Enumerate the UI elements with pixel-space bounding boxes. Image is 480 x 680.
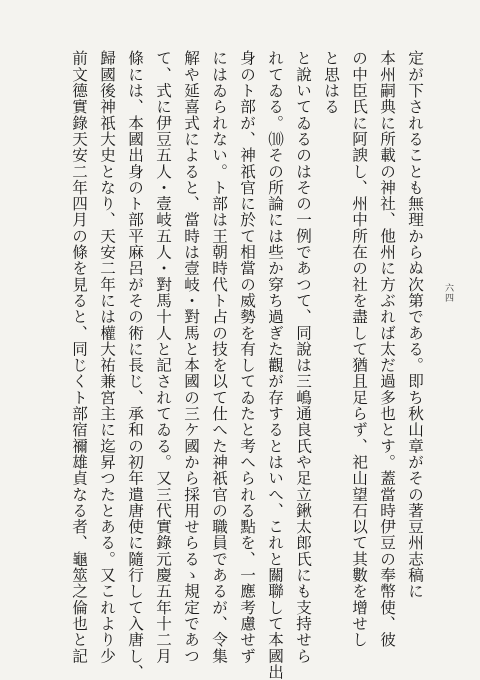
text-column-11: 條には、本國出身のト部平麻呂がその術に長じ、承和の初年遣唐使に隨行して入唐し、 [126,50,144,680]
text-column-3: の中臣氏に阿諛し、州中所在の社を盡して猶且足らず、祀山望石以て其數を增せし [350,50,368,648]
text-column-10: て、式に伊豆五人・壹岐五人・對馬十人と記されてゐる。又三代實錄元慶五年十二月 [154,50,172,664]
text-column-1: 定が下されることも無理からぬ次第である。即ち秋山章がその著豆州志稿に [406,50,424,600]
text-column-9: 解や延喜式によると、當時は壹岐・對馬と本國の三ケ國から採用せらるゝ規定であつ [182,50,200,664]
text-column-6: れてゐる。⑽その所論には些か穿ち過ぎた觀が存するとはいへ、これと關聯して本國出 [266,50,284,680]
text-column-8: にはゐられない。ト部は王朝時代ト占の技を以て仕へた神祇官の職員であるが、令集 [210,50,228,664]
text-column-13: 前文德實錄天安二年四月の條を見ると、同じくト部宿禰雄貞なる者、龜筮之倫也と記 [70,50,88,664]
text-column-12: 歸國後神祇大史となり、天安二年には權大祐兼宮主に迄昇つたとある。又これより少 [98,50,116,664]
page-number: 六四 [443,283,453,303]
text-column-2: 本州嗣典に所載の神社、他州に方ぶれば太だ過多也とす。蓋當時伊豆の奉幣使、彼 [378,50,396,648]
text-column-7: 身のト部が、神祇官に於て相當の威勢を有してゐたと考へられる點を、一應考慮せず [238,50,256,664]
text-column-4: と思はる [322,50,340,115]
text-column-5: と說いてゐるのはその一例であつて、同說は三嶋通良氏や足立鍬太郎氏にも支持せら [294,50,312,664]
